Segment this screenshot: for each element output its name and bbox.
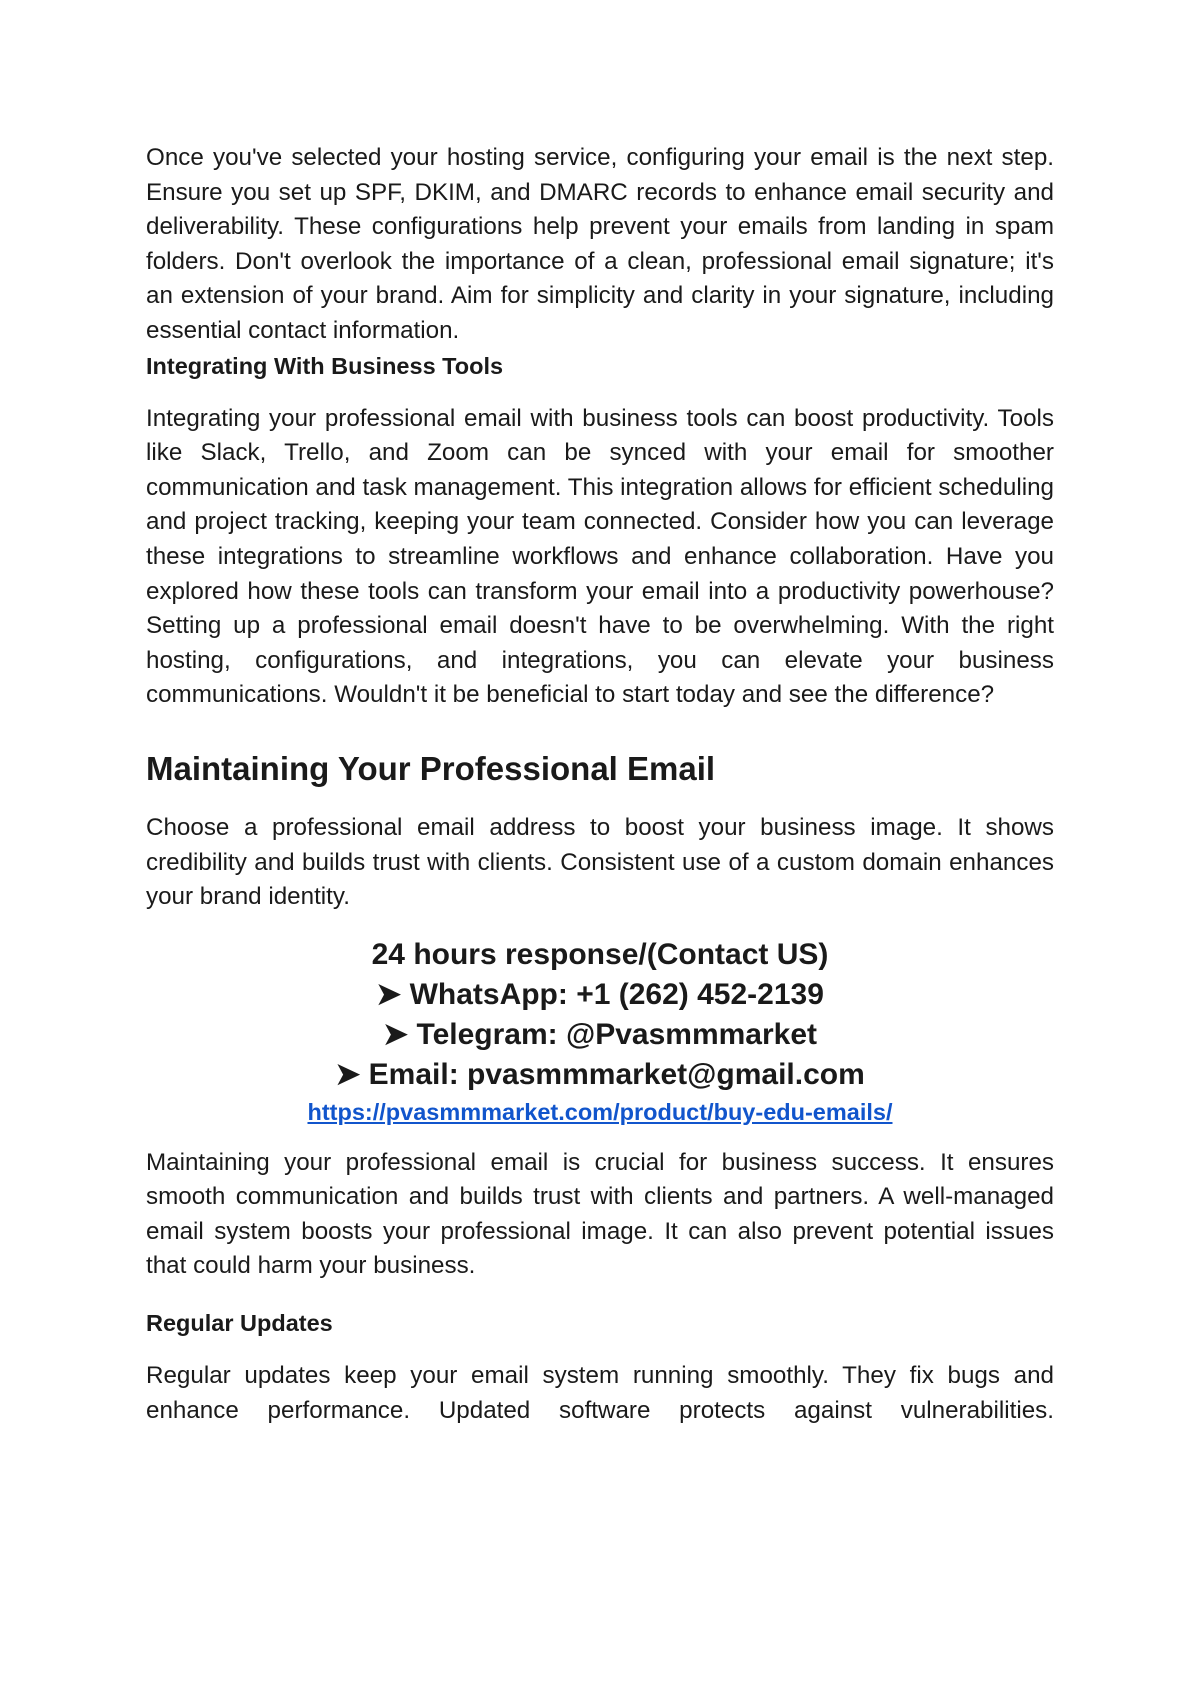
heading-regular-updates: Regular Updates (146, 1310, 333, 1337)
arrow-icon: ➤ (376, 977, 402, 1011)
contact-title: 24 hours response/(Contact US) (371, 937, 829, 971)
contact-email: Email: pvasmmmarket@gmail.com (368, 1057, 865, 1091)
contact-block (146, 935, 1054, 1129)
contact-whatsapp: WhatsApp: +1 (262) 452-2139 (409, 977, 824, 1011)
product-link[interactable]: https://pvasmmmarket.com/product/buy-edu-emails/ (307, 1098, 893, 1125)
arrow-icon: ➤ (382, 1017, 409, 1051)
paragraph-regular-updates: Regular updates keep your email system running smoothly. They fix bugs and enhance performance. Updated software protects against vulnerabilities. (146, 1362, 1054, 1424)
contact-telegram: Telegram: @Pvasmmmarket (416, 1017, 818, 1051)
page-content (146, 141, 1054, 1428)
heading-maintaining-email: Maintaining Your Professional Email (146, 749, 716, 787)
paragraph-maintaining-importance: Maintaining your professional email is crucial for business success. It ensures smooth communication and builds trust with clients and partners. A well-managed email system boosts your professional image. It can also prevent potential issues that could harm your business. (146, 1148, 1054, 1280)
paragraph-email-configuration: Once you've selected your hosting service, configuring your email is the next step. Ensure you set up SPF, DKIM, and DMARC records to enhance email security and deliverability. These configurations help prevent your emails from landing in spam folders. Don't overlook the importance of a clean, professional email signature; it's an extension of your brand. Aim for simplicity and clarity in your signature, including essential contact information. (146, 144, 1054, 344)
contact-email-line (146, 1055, 1054, 1095)
paragraph-integrating-tools: Integrating your professional email with business tools can boost productivity. Tools like Slack, Trello, and Zoom can be synced with your email for smoother communication and task management. This integration allows for efficient scheduling and project tracking, keeping your team connected. Consider how you can leverage these integrations to streamline workflows and enhance collaboration. Have you explored how these tools can transform your email into a productivity powerhouse? Setting up a professional email doesn't have to be overwhelming. With the right hosting, configurations, and integrations, you can elevate your business communications. Wouldn't it be beneficial to start today and see the difference? (146, 404, 1054, 709)
heading-integrating-business-tools: Integrating With Business Tools (146, 352, 504, 379)
arrow-icon: ➤ (335, 1057, 361, 1091)
paragraph-choose-address: Choose a professional email address to boost your business image. It shows credibility and builds trust with clients. Consistent use of a custom domain enhances your brand identity. (146, 813, 1054, 911)
contact-whatsapp-line (146, 975, 1054, 1015)
contact-telegram-line (146, 1015, 1054, 1055)
